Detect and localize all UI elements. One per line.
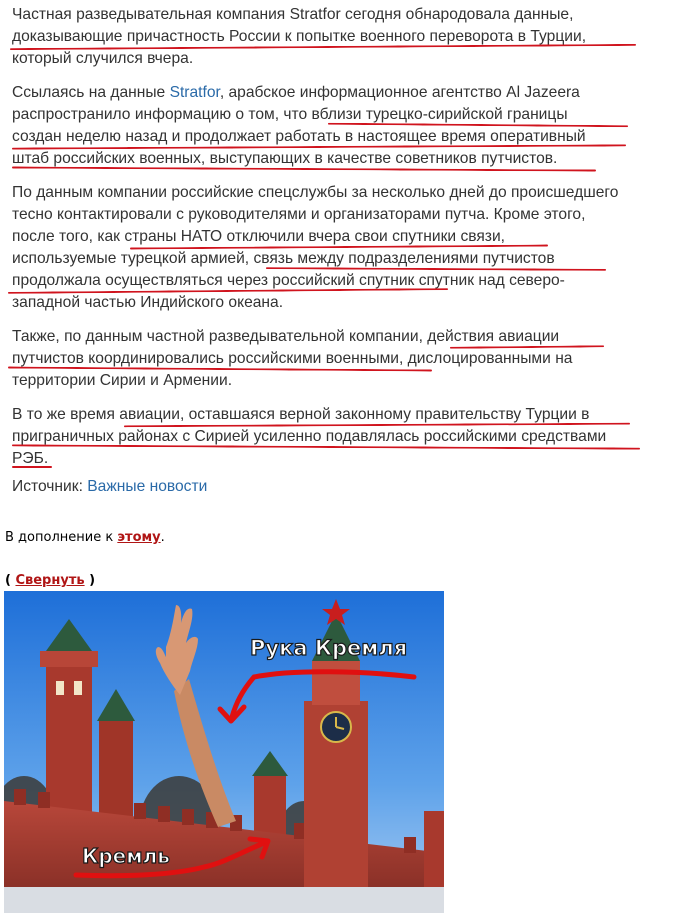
label-hand: Рука Кремля [250, 636, 408, 660]
paragraph-line: В то же время авиации, оставшаяся верной законному правительству Турции в [12, 406, 590, 423]
paragraph-line: используемые турецкой армией, связь между подразделениями путчистов [12, 250, 555, 267]
label-kremlin: Кремль [82, 844, 170, 868]
paragraph-5 [12, 404, 652, 470]
text: , арабское информационное агентство Al Jazeera [219, 84, 580, 101]
paragraph-line: путчистов координировались российскими военными, дислоцированными на [12, 350, 573, 367]
text: Ссылаясь на данные [12, 84, 170, 101]
paragraph-line: РЭБ. [12, 450, 49, 467]
collapse-spoiler [5, 573, 95, 588]
paragraph-line: приграничных районах с Сирией усиленно подавлялась российскими средствами [12, 428, 607, 445]
paragraph-line: западной частью Индийского океана. [12, 294, 284, 311]
paragraph-line: доказывающие причастность России к попытке военного переворота в Турции, [12, 28, 587, 45]
source-line [12, 476, 207, 498]
stratfor-link[interactable]: Stratfor [169, 84, 220, 101]
addition-prefix: В дополнение к [5, 530, 118, 545]
paragraph-line [12, 82, 652, 104]
addition-link[interactable]: этому [117, 530, 161, 545]
paragraph-line: после того, как страны НАТО отключили вчера свои спутники связи, [12, 228, 505, 245]
paren-open: ( [5, 573, 16, 588]
addition-suffix: . [160, 530, 165, 545]
paragraph-line: Также, по данным частной разведывательной компании, действия авиации [12, 328, 560, 345]
paragraph-4 [12, 326, 652, 392]
addition-line [5, 530, 165, 545]
paragraph-line: Частная разведывательная компания Stratfor сегодня обнародовала данные, [12, 6, 574, 23]
paragraph-line: территории Сирии и Армении. [12, 372, 233, 389]
paragraph-line: который случился вчера. [12, 50, 194, 67]
paragraph-line: продолжала осуществляться через российский спутник спутник над северо- [12, 272, 565, 289]
paragraph-line: тесно контактировали с руководителями и организаторами путча. Кроме этого, [12, 206, 586, 223]
paragraph-line: распространило информацию о том, что вблизи турецко-сирийской границы [12, 106, 568, 123]
paragraph-1 [12, 4, 652, 70]
ground [4, 887, 444, 913]
collapse-link[interactable]: Свернуть [15, 573, 85, 588]
paren-close: ) [84, 573, 96, 588]
paragraph-line: По данным компании российские спецслужбы за несколько дней до происшедшего [12, 184, 619, 201]
source-label: Источник: [12, 478, 88, 495]
red-underline [12, 466, 52, 468]
kremlin-picture [4, 591, 444, 913]
source-link[interactable]: Важные новости [87, 478, 208, 495]
paragraph-line: штаб российских военных, выступающих в качестве советников путчистов. [12, 150, 558, 167]
paragraph-line: создан неделю назад и продолжает работать в настоящее время оперативный [12, 128, 586, 145]
